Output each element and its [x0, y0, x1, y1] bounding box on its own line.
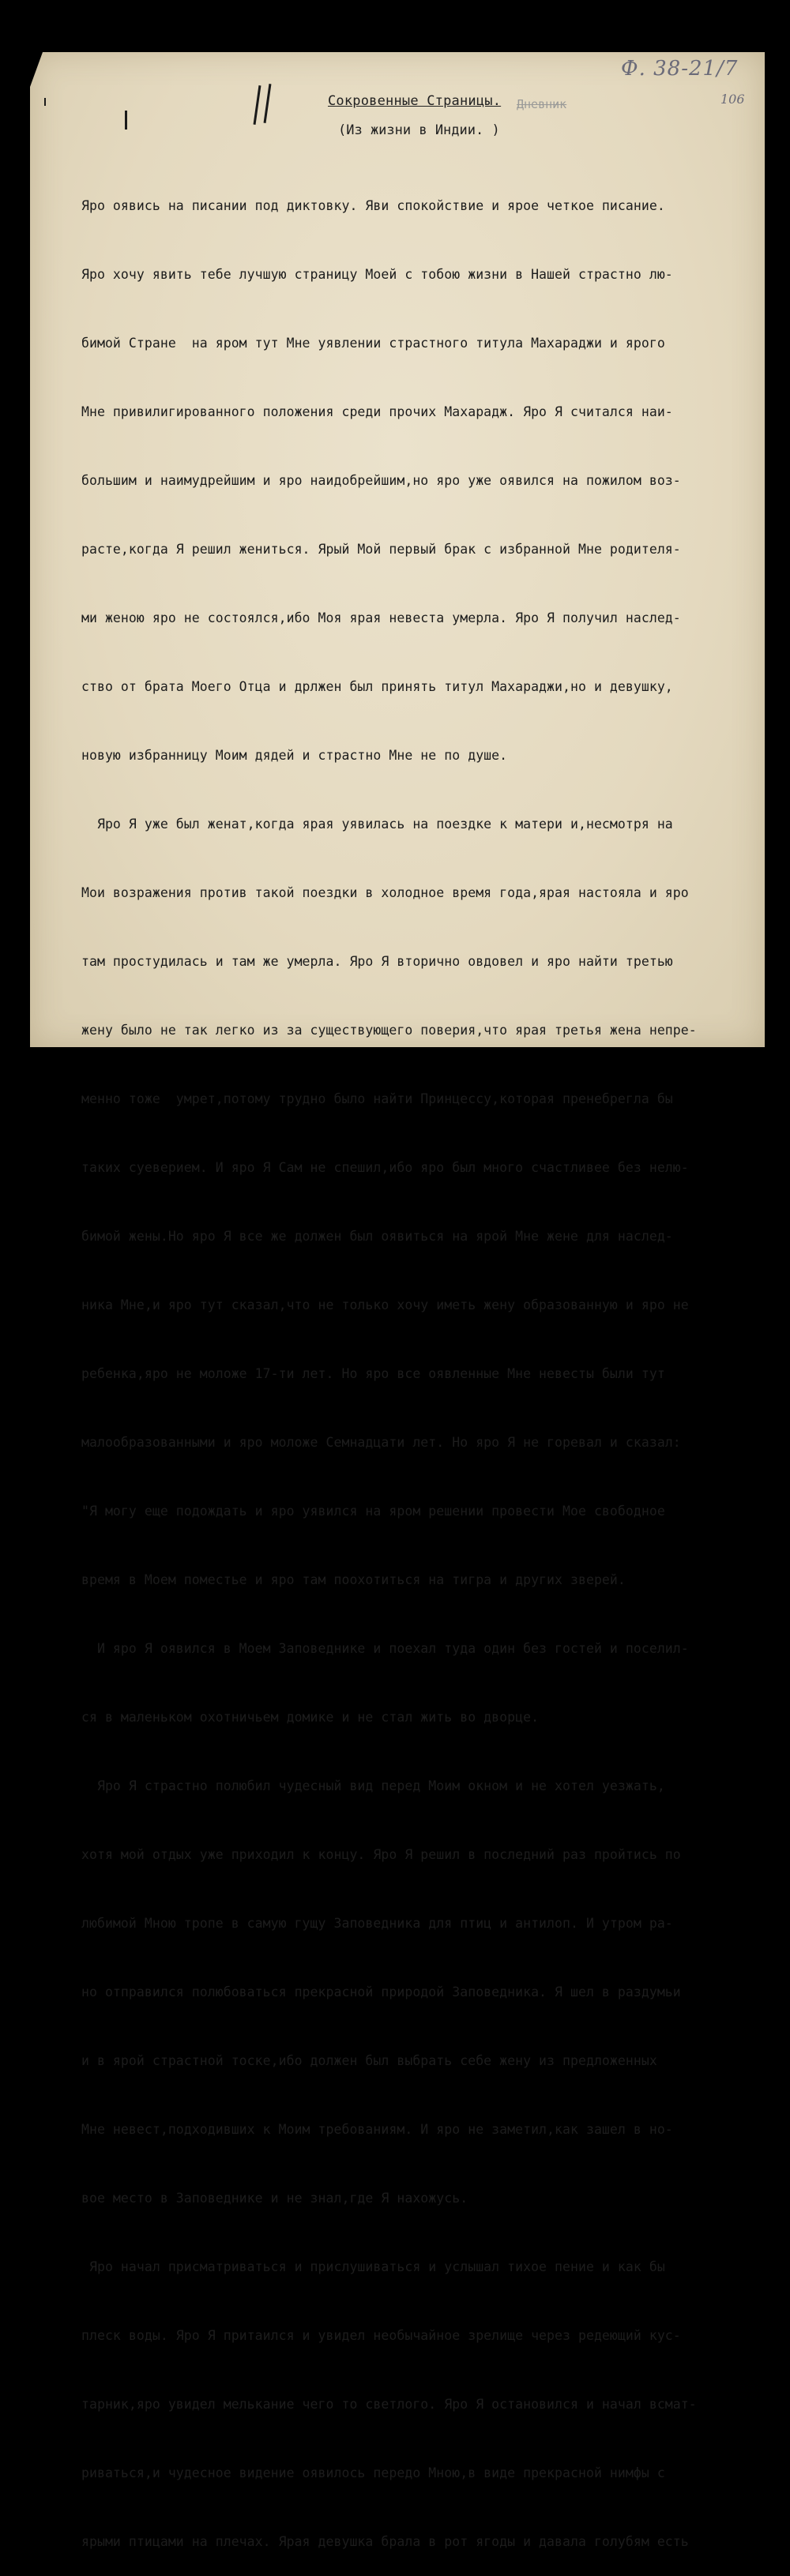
- archive-page-number: 106: [720, 92, 745, 107]
- text-line: Яро начал присматриваться и прислушиваться и услышал тихое пение и как бы: [81, 2259, 665, 2274]
- text-line: Яро хочу явить тебе лучшую страницу Моей с тобою жизни в Нашей страстно лю-: [81, 267, 673, 282]
- text-line: время в Моем поместье и яро там поохотиться на тигра и других зверей.: [81, 1572, 626, 1587]
- text-line: плеск воды. Яро Я притаился и увидел необычайное зрелище через редеющий кус-: [81, 2328, 681, 2343]
- text-line: новую избранницу Моим дядей и страстно Мне не по душе.: [81, 748, 508, 763]
- archive-handwritten-note: [621, 57, 755, 112]
- text-line: "Я могу еще подождать и яро уявился на яром решении провести Мое свободное: [81, 1504, 665, 1519]
- text-line: вое место в Заповеднике и не знал,где Я нахожусь.: [81, 2191, 468, 2206]
- text-line: И яро Я оявился в Моем Заповеднике и поехал туда один без гостей и поселил-: [81, 1641, 689, 1656]
- text-line: ярыми птицами на плечах. Ярая девушка брала в рот ягоды и давала голубям есть: [81, 2534, 689, 2549]
- text-line: Мне привилигированного положения среди прочих Махарадж. Яро Я считался наи-: [81, 404, 673, 419]
- document-subtitle: (Из жизни в Индии. ): [338, 122, 500, 138]
- margin-mark: [125, 111, 127, 130]
- text-line: Яро оявись на писании под диктовку. Яви спокойствие и ярое четкое писание.: [81, 198, 665, 213]
- text-line: ся в маленьком охотничьем домике и не стал жить во дворце.: [81, 1710, 540, 1725]
- text-line: риваться,и чудесное видение оявилось передо Мною,в виде прекрасной нимфы с: [81, 2465, 665, 2480]
- struck-out-word: Дневник: [517, 97, 567, 111]
- text-line: хотя мой отдых уже приходил к концу. Яро Я решил в последний раз пройтись по: [81, 1847, 681, 1862]
- text-line: любимой Мною тропе в самую гущу Заповедника для птиц и антилоп. И утром ра-: [81, 1916, 673, 1931]
- text-line: Мои возражения против такой поездки в холодное время года,ярая настояла и яро: [81, 885, 689, 900]
- text-line: бимой жены.Но яро Я все же должен был оявиться на ярой Мне жене для наслед-: [81, 1229, 673, 1244]
- margin-mark: [44, 98, 46, 106]
- text-line: Мне невест,подходивших к Моим требованиям. И яро не заметил,как зашел в но-: [81, 2122, 673, 2137]
- text-line: тарник,яро увидел мелькание чего то светлого. Яро Я остановился и начал всмат-: [81, 2397, 697, 2412]
- body-text: [81, 148, 753, 2576]
- text-line: большим и наимудрейшим и яро наидобрейшим,но яро уже оявился на пожилом воз-: [81, 473, 681, 488]
- folded-corner: [30, 52, 43, 87]
- text-line: ми женою яро не состоялся,ибо Моя ярая невеста умерла. Яро Я получил наслед-: [81, 610, 681, 625]
- text-line: жену было не так легко из за существующего поверия,что ярая третья жена непре-: [81, 1023, 697, 1038]
- text-line: ника Мне,и яро тут сказал,что не только хочу иметь жену образованную и яро не: [81, 1297, 689, 1312]
- text-line: таких суеверием. И яро Я Сам не спешил,ибо яро был много счастливее без нелю-: [81, 1160, 689, 1175]
- text-line: менно тоже умрет,потому трудно было найти Принцессу,которая пренебрегла бы: [81, 1091, 673, 1106]
- text-line: но отправился полюбоваться прекрасной природой Заповедника. Я шел в раздумьи: [81, 1985, 681, 2000]
- text-line: ство от брата Моего Отца и дрлжен был принять титул Махараджи,но и девушку,: [81, 679, 673, 694]
- text-line: Яро Я страстно полюбил чудесный вид перед Моим окном и не хотел уезжать,: [81, 1778, 665, 1793]
- text-line: ребенка,яро не моложе 17-ти лет. Но яро все оявленные Мне невесты были тут: [81, 1366, 665, 1381]
- text-line: расте,когда Я решил жениться. Ярый Мой первый брак с избранной Мне родителя-: [81, 542, 681, 557]
- text-line: и в ярой страстной тоске,ибо должен был выбрать себе жену из предложенных: [81, 2053, 657, 2068]
- text-line: бимой Стране на яром тут Мне уявлении страстного титула Махараджи и ярого: [81, 336, 665, 351]
- document-title: Сокровенные Страницы.: [328, 93, 502, 109]
- archive-reference: Ф. 38-21/7: [621, 57, 739, 81]
- text-line: там простудилась и там же умерла. Яро Я вторично овдовел и яро найти третью: [81, 954, 673, 969]
- text-line: малообразованными и яро моложе Семнадцати лет. Но яро Я не горевал и сказал:: [81, 1435, 681, 1450]
- text-line: Яро Я уже был женат,когда ярая уявилась на поездке к матери и,несмотря на: [81, 817, 673, 832]
